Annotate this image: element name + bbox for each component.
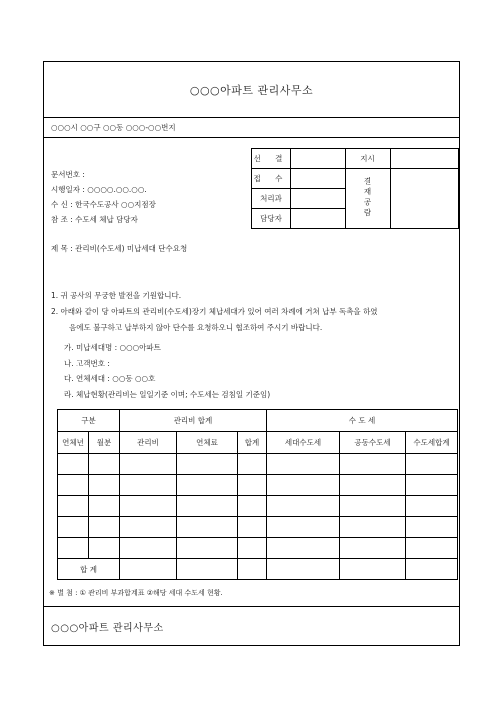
table-row <box>58 475 458 496</box>
body-paragraph-2: 2. 아래와 같이 당 아파트의 관리비(수도세)장기 체납세대가 있어 여러 차례에 거쳐 납부 독촉을 하였 <box>51 307 378 316</box>
table-row <box>58 517 458 538</box>
approval-cell <box>290 169 345 189</box>
footer-signature: ○○○아파트 관리사무소 <box>51 623 164 634</box>
approval-cell <box>290 189 345 209</box>
approval-cell <box>390 169 458 229</box>
address-divider <box>44 137 459 138</box>
item-arrears-status: 라. 체납현황(관리비는 일일기준 이며; 수도세는 검침일 기준임) <box>64 389 271 399</box>
approval-label-receive: 접 수 <box>252 169 291 189</box>
item-overdue-unit: 다. 연체세대 : ○○동 ○○호 <box>64 374 156 383</box>
approval-cell <box>290 209 345 229</box>
issue-date: 시행일자 : ○○○○.○○.○○. <box>51 185 147 194</box>
approval-label-review: 결재공람 <box>345 169 390 229</box>
approval-label-dept: 처리과 <box>252 189 291 209</box>
col-water-total: 수도세합계 <box>406 432 458 454</box>
table-total-row <box>58 559 458 580</box>
document-meta <box>51 167 156 227</box>
approval-cell <box>290 149 345 169</box>
col-common-water: 공동수도세 <box>340 432 406 454</box>
attachment-note: ※ 별 첨 : ① 관리비 부과합계표 ②해당 세대 수도세 현황. <box>49 589 223 597</box>
document-page <box>43 61 460 646</box>
table-row <box>58 454 458 475</box>
footer-divider <box>44 606 459 607</box>
table-total-label: 합 계 <box>58 559 120 580</box>
table-header-category: 구분 <box>58 410 120 432</box>
body-text <box>51 288 456 336</box>
col-overdue-year: 연체년 <box>58 432 89 454</box>
col-mgmt-fee: 관리비 <box>120 432 177 454</box>
item-customer-no: 나. 고객번호 : <box>64 358 110 368</box>
address-line: ○○○시 ○○구 ○○동 ○○○-○○번지 <box>51 123 176 132</box>
recipient: 수 신 : 한국수도공사 ○○지점장 <box>51 200 156 209</box>
table-row <box>58 538 458 559</box>
document-title: ○○○아파트 관리사무소 <box>189 83 314 97</box>
col-month: 월분 <box>89 432 120 454</box>
reference: 참 조 : 수도세 체납 담당자 <box>51 215 138 224</box>
body-paragraph-1: 1. 귀 공사의 무궁한 발전을 기원합니다. <box>51 291 182 300</box>
detail-items <box>64 340 270 402</box>
approval-label-instruct: 지시 <box>345 149 390 169</box>
approval-label-prior: 선 결 <box>252 149 291 169</box>
table-row <box>58 496 458 517</box>
arrears-table <box>57 409 458 580</box>
col-unit-water: 세대수도세 <box>267 432 340 454</box>
approval-label-officer: 담당자 <box>252 209 291 229</box>
body-paragraph-2-cont: 음에도 불구하고 납부하지 않아 단수를 요청하오니 협조하여 주시기 바랍니다. <box>69 323 323 332</box>
col-sum: 합계 <box>238 432 267 454</box>
doc-number: 문서번호 : <box>51 170 85 179</box>
table-header-mgmt-total: 관리비 합계 <box>120 410 267 432</box>
table-header-water: 수 도 세 <box>267 410 458 432</box>
col-late-fee: 연체료 <box>177 432 238 454</box>
title-divider <box>44 117 459 118</box>
subject-line: 제 목 : 관리비(수도세) 미납세대 단수요청 <box>51 244 188 253</box>
approval-cell <box>390 149 458 169</box>
approval-box <box>251 148 459 229</box>
item-household: 가. 미납세대명 : ○○○아파트 <box>64 343 161 352</box>
